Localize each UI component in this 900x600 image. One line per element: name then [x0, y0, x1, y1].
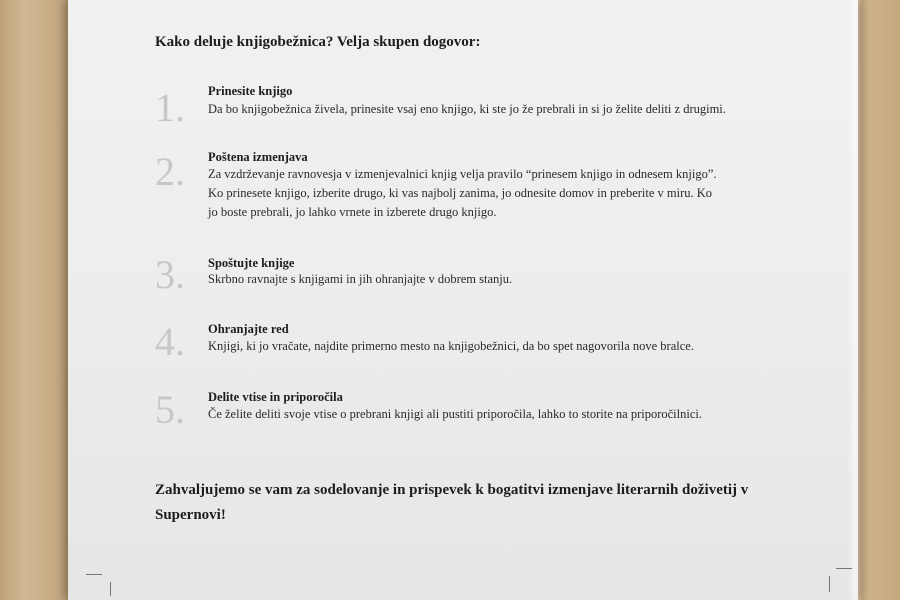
rule-number: 1.	[155, 85, 185, 130]
rule-text-line: Za vzdrževanje ravnovesja v izmenjevalnici knjig velja pravilo “prinesem knjigo in odnesem knjigo”.	[208, 167, 717, 181]
page-title: Kako deluje knjigobežnica? Velja skupen dogovor:	[155, 34, 481, 50]
rule-title: Ohranjajte red	[208, 322, 289, 336]
rule-text-line: Da bo knjigobežnica živela, prinesite vsaj eno knjigo, ki ste jo že prebrali in si jo želite deliti z drugimi.	[208, 102, 726, 116]
rule-text	[208, 270, 512, 289]
rule-title: Spoštujte knjige	[208, 256, 295, 270]
wooden-wall-left	[0, 0, 70, 600]
rule-number: 5.	[155, 387, 185, 432]
rule-number: 4.	[155, 319, 185, 364]
rule-text-line: Skrbno ravnajte s knjigami in jih ohranjajte v dobrem stanju.	[208, 272, 513, 286]
crop-mark	[829, 576, 830, 592]
rule-text	[208, 405, 702, 424]
rule-text	[208, 100, 726, 119]
rule-text-line: Ko prinesete knjigo, izberite drugo, ki vas najbolj zanima, jo odnesite domov in preberite v miru. Ko	[208, 186, 713, 200]
rule-text	[208, 165, 717, 222]
rule-text-line: Če želite deliti svoje vtise o prebrani knjigi ali pustiti priporočila, lahko to storite na priporočilnici.	[208, 407, 702, 421]
glare-strip	[848, 0, 862, 600]
crop-mark	[836, 568, 852, 569]
rule-title: Delite vtise in priporočila	[208, 390, 343, 404]
crop-mark	[110, 582, 111, 596]
rule-title: Prinesite knjigo	[208, 84, 293, 98]
rule-number: 3.	[155, 252, 185, 297]
rule-text	[208, 337, 694, 356]
rule-number: 2.	[155, 149, 185, 194]
rule-text-line: jo boste prebrali, jo lahko vrnete in izberete drugo knjigo.	[208, 205, 497, 219]
closing-message	[155, 478, 748, 528]
rule-title: Poštena izmenjava	[208, 150, 308, 164]
closing-line: Zahvaljujemo se vam za sodelovanje in prispevek k bogatitvi izmenjave literarnih doživetij v	[155, 482, 749, 498]
crop-mark	[86, 574, 102, 575]
closing-line: Supernovi!	[155, 507, 226, 523]
rule-text-line: Knjigi, ki jo vračate, najdite primerno mesto na knjigobežnici, da bo spet nagovorila nove bralce.	[208, 339, 694, 353]
